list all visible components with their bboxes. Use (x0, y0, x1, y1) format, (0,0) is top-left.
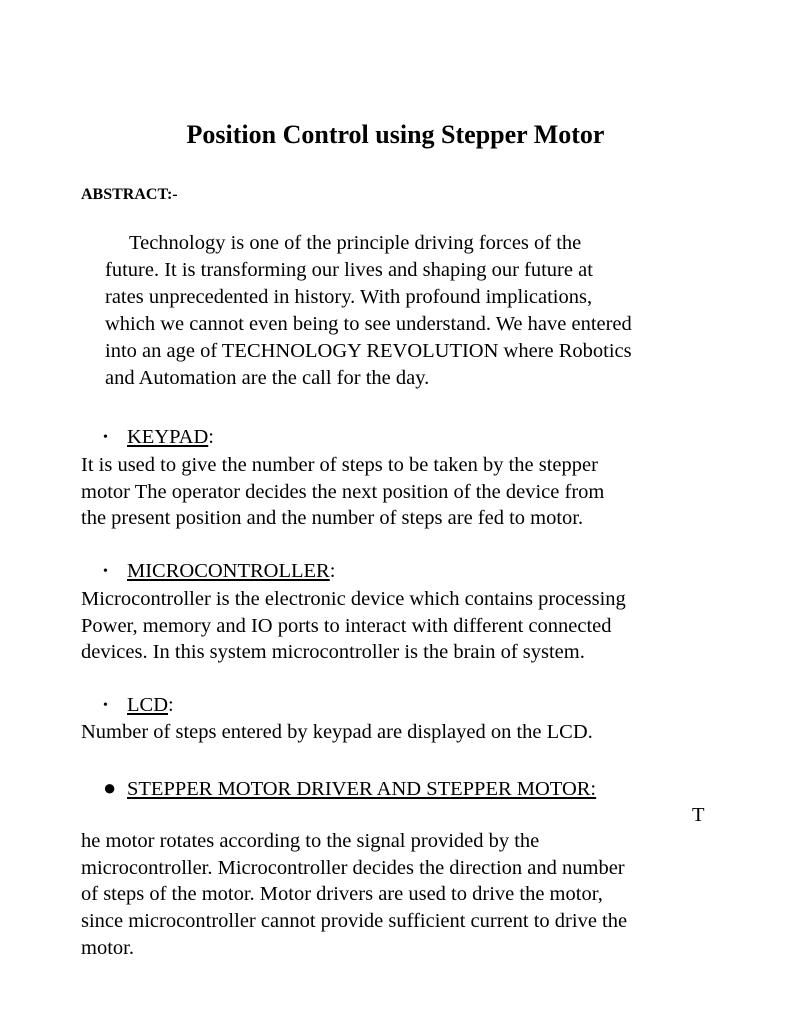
microcontroller-label: MICROCONTROLLER (127, 560, 330, 582)
keypad-paragraph (81, 452, 721, 532)
abstract-line: and Automation are the call for the day. (105, 366, 430, 389)
heading-colon: : (329, 560, 336, 582)
microcontroller-paragraph (81, 586, 721, 666)
abstract-line: Technology is one of the principle driving forces of the (129, 232, 582, 254)
abstract-heading: ABSTRACT:- (81, 186, 178, 203)
stray-letter: T (692, 804, 705, 826)
paragraph-line: since microcontroller cannot provide sufficient current to drive the (81, 910, 628, 933)
document-title: Position Control using Stepper Motor (186, 120, 605, 149)
stepper-label: STEPPER MOTOR DRIVER AND STEPPER MOTOR: (127, 778, 597, 800)
paragraph-line: devices. In this system microcontroller is the brain of system. (81, 641, 585, 664)
abstract-line: which we cannot even being to see understand. We have entered (105, 312, 632, 335)
lcd-paragraph (81, 719, 721, 746)
paragraph-line: of steps of the motor. Motor drivers are used to drive the motor, (81, 883, 603, 906)
bullet-icon: ● (103, 775, 117, 800)
paragraph-line: Microcontroller is the electronic device which contains processing (81, 588, 626, 610)
lcd-heading (103, 692, 174, 719)
abstract-line: into an age of TECHNOLOGY REVOLUTION where Robotics (105, 339, 632, 362)
paragraph-line: he motor rotates according to the signal provided by the (81, 830, 540, 852)
stepper-paragraph (81, 828, 721, 962)
paragraph-line: microcontroller. Microcontroller decides the direction and number (81, 856, 625, 879)
abstract-line: future. It is transforming our lives and shaping our future at (105, 258, 593, 281)
keypad-heading (103, 424, 214, 451)
keypad-label: KEYPAD (127, 426, 209, 448)
paragraph-line: the present position and the number of steps are fed to motor. (81, 507, 584, 530)
stepper-heading (103, 774, 596, 803)
paragraph-line: motor The operator decides the next position of the device from (81, 480, 605, 503)
microcontroller-heading (103, 558, 335, 585)
paragraph-line: motor. (81, 936, 134, 959)
bullet-icon: • (103, 430, 108, 445)
bullet-icon: • (103, 698, 108, 713)
heading-colon: : (168, 694, 174, 716)
paragraph-line: Number of steps entered by keypad are displayed on the LCD. (81, 721, 593, 743)
paragraph-line: It is used to give the number of steps to be taken by the stepper (81, 454, 598, 476)
abstract-line: rates unprecedented in history. With profound implications, (105, 285, 593, 308)
lcd-label: LCD (127, 694, 168, 716)
abstract-paragraph (105, 230, 725, 391)
bullet-icon: • (103, 564, 108, 579)
heading-colon: : (208, 426, 214, 448)
paragraph-line: Power, memory and IO ports to interact with different connected (81, 614, 612, 637)
